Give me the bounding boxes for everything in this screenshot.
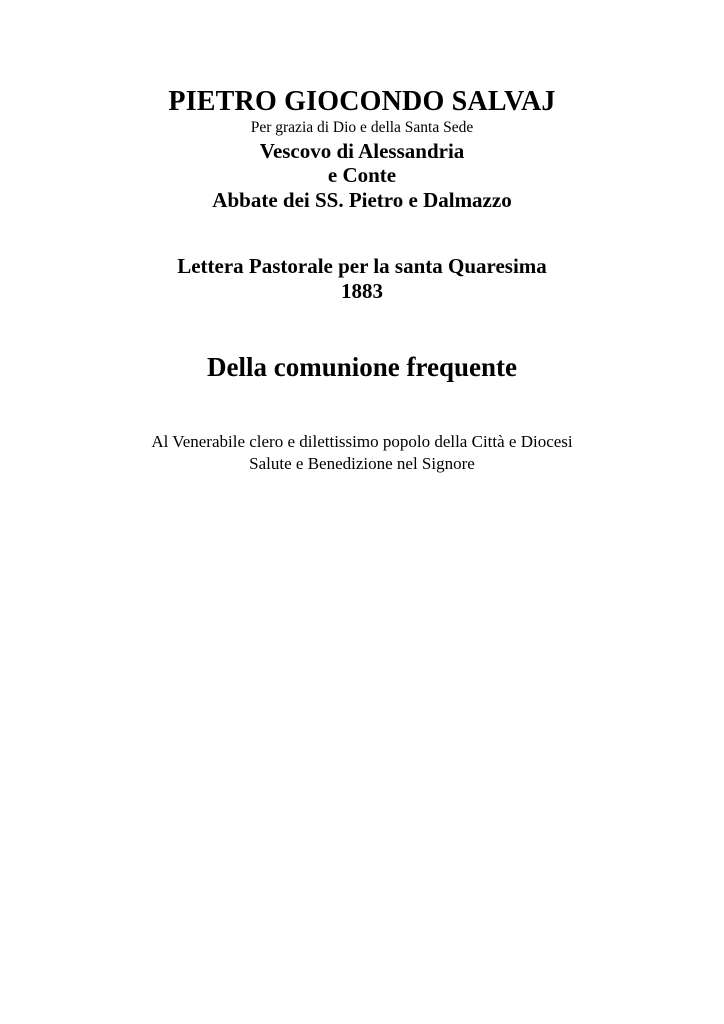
author-name: PIETRO GIOCONDO SALVAJ bbox=[168, 86, 556, 117]
letter-title: Lettera Pastorale per la santa Quaresima bbox=[177, 254, 547, 278]
bishop-title: Vescovo di Alessandria bbox=[259, 139, 465, 163]
abbot-title: Abbate dei SS. Pietro e Dalmazzo bbox=[212, 188, 512, 212]
address-line: Al Venerabile clero e dilettissimo popolo della Città e Diocesi bbox=[151, 432, 573, 451]
subject-heading: Della comunione frequente bbox=[207, 352, 517, 382]
greeting-line: Salute e Benedizione nel Signore bbox=[249, 454, 475, 473]
grace-line: Per grazia di Dio e della Santa Sede bbox=[250, 119, 474, 136]
letter-year: 1883 bbox=[341, 279, 383, 303]
count-title: e Conte bbox=[327, 163, 397, 187]
